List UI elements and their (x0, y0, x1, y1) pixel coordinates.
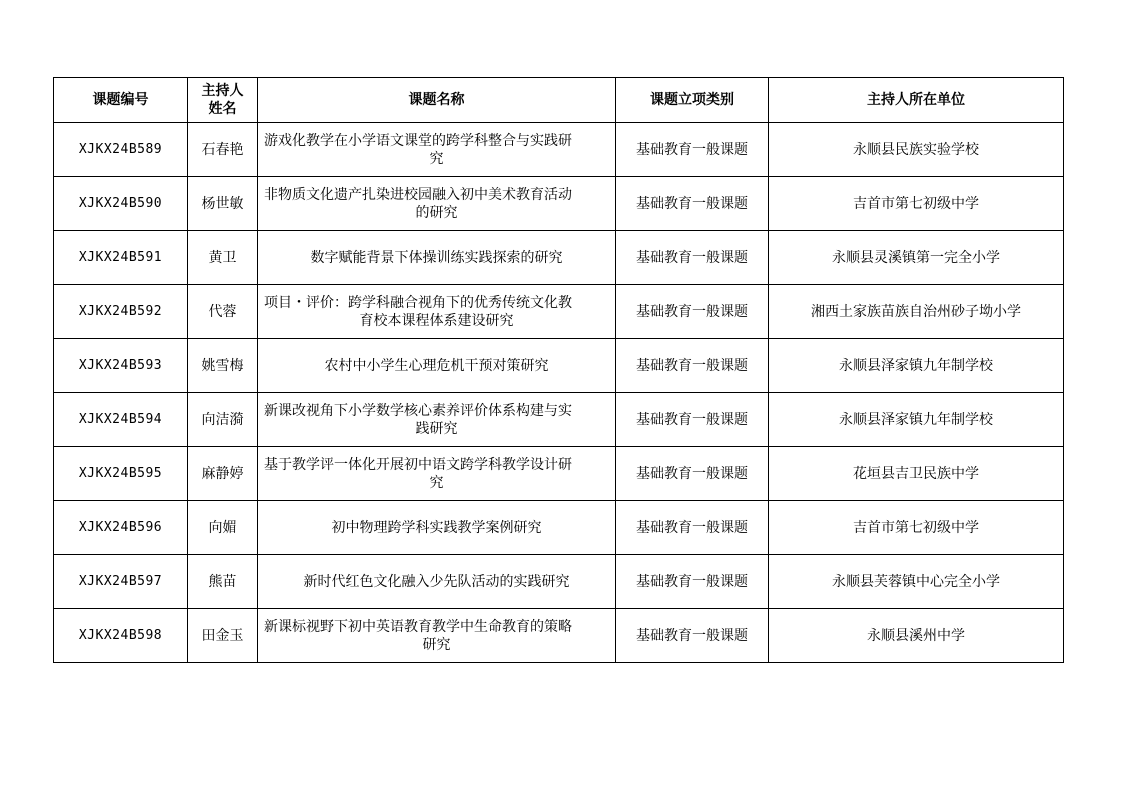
project-category: 基础教育一般课题 (616, 609, 769, 663)
project-code: XJKX24B596 (54, 501, 188, 555)
project-title (258, 177, 616, 231)
project-title-line: 新课改视角下小学数学核心素养评价体系构建与实 (264, 402, 572, 419)
project-category: 基础教育一般课题 (616, 447, 769, 501)
project-title-line: 非物质文化遗产扎染进校园融入初中美术教育活动 (264, 186, 572, 203)
host-name: 麻静婷 (188, 447, 258, 501)
project-category: 基础教育一般课题 (616, 339, 769, 393)
header-host-line1: 主持人 (201, 83, 244, 99)
project-title-line: 数字赋能背景下体操训练实践探索的研究 (310, 249, 563, 266)
header-code: 课题编号 (54, 78, 188, 123)
project-category: 基础教育一般课题 (616, 393, 769, 447)
project-category: 基础教育一般课题 (616, 231, 769, 285)
host-name: 熊苗 (188, 555, 258, 609)
project-title (258, 393, 616, 447)
project-title-line: 研究 (422, 636, 451, 653)
host-unit: 永顺县民族实验学校 (769, 123, 1064, 177)
host-unit: 湘西土家族苗族自治州砂子坳小学 (769, 285, 1064, 339)
project-title (258, 501, 616, 555)
table-row (54, 447, 1064, 501)
project-title-line: 践研究 (415, 420, 458, 437)
project-code: XJKX24B591 (54, 231, 188, 285)
project-title-line: 游戏化教学在小学语文课堂的跨学科整合与实践研 (264, 132, 572, 149)
host-unit: 永顺县灵溪镇第一完全小学 (769, 231, 1064, 285)
project-title-line: 究 (429, 150, 444, 167)
project-title-line: 新课标视野下初中英语教育教学中生命教育的策略 (264, 618, 572, 635)
project-category: 基础教育一般课题 (616, 501, 769, 555)
project-table (53, 77, 1064, 663)
host-unit: 永顺县泽家镇九年制学校 (769, 339, 1064, 393)
project-title-line: 农村中小学生心理危机干预对策研究 (324, 357, 549, 374)
table-row (54, 393, 1064, 447)
table-row (54, 555, 1064, 609)
table-header (54, 78, 1064, 123)
host-unit: 花垣县吉卫民族中学 (769, 447, 1064, 501)
project-code: XJKX24B598 (54, 609, 188, 663)
project-title-line: 的研究 (415, 204, 458, 221)
host-unit: 吉首市第七初级中学 (769, 501, 1064, 555)
table-body (54, 123, 1064, 663)
host-name: 黄卫 (188, 231, 258, 285)
host-unit: 永顺县溪州中学 (769, 609, 1064, 663)
project-title (258, 555, 616, 609)
host-unit: 永顺县芙蓉镇中心完全小学 (769, 555, 1064, 609)
project-title-line: 新时代红色文化融入少先队活动的实践研究 (303, 573, 570, 590)
project-category: 基础教育一般课题 (616, 285, 769, 339)
host-unit: 吉首市第七初级中学 (769, 177, 1064, 231)
header-row (54, 78, 1064, 123)
host-name: 姚雪梅 (188, 339, 258, 393)
project-title-line: 初中物理跨学科实践教学案例研究 (331, 519, 542, 536)
project-title (258, 123, 616, 177)
host-name: 杨世敏 (188, 177, 258, 231)
host-name: 田金玉 (188, 609, 258, 663)
project-category: 基础教育一般课题 (616, 123, 769, 177)
header-title: 课题名称 (258, 78, 616, 123)
project-title (258, 339, 616, 393)
project-title-line: 育校本课程体系建设研究 (359, 312, 514, 329)
table-row (54, 231, 1064, 285)
project-code: XJKX24B593 (54, 339, 188, 393)
table-row (54, 177, 1064, 231)
project-title-line: 基于教学评一体化开展初中语文跨学科教学设计研 (264, 456, 572, 473)
project-code: XJKX24B590 (54, 177, 188, 231)
table-row (54, 123, 1064, 177)
project-title-line: 究 (429, 474, 444, 491)
table-row (54, 609, 1064, 663)
host-name: 向洁漪 (188, 393, 258, 447)
header-unit: 主持人所在单位 (769, 78, 1064, 123)
project-code: XJKX24B597 (54, 555, 188, 609)
project-title (258, 609, 616, 663)
host-name: 向媚 (188, 501, 258, 555)
project-code: XJKX24B592 (54, 285, 188, 339)
project-title (258, 285, 616, 339)
project-title-line: 项目・评价：跨学科融合视角下的优秀传统文化教 (264, 294, 572, 311)
project-code: XJKX24B589 (54, 123, 188, 177)
header-host-line2: 姓名 (208, 101, 237, 117)
header-category: 课题立项类别 (616, 78, 769, 123)
host-name: 石春艳 (188, 123, 258, 177)
header-host (188, 78, 258, 123)
host-name: 代蓉 (188, 285, 258, 339)
table-row (54, 339, 1064, 393)
project-code: XJKX24B594 (54, 393, 188, 447)
project-category: 基础教育一般课题 (616, 555, 769, 609)
project-title (258, 231, 616, 285)
project-title (258, 447, 616, 501)
host-unit: 永顺县泽家镇九年制学校 (769, 393, 1064, 447)
table-row (54, 285, 1064, 339)
project-code: XJKX24B595 (54, 447, 188, 501)
table-row (54, 501, 1064, 555)
project-category: 基础教育一般课题 (616, 177, 769, 231)
